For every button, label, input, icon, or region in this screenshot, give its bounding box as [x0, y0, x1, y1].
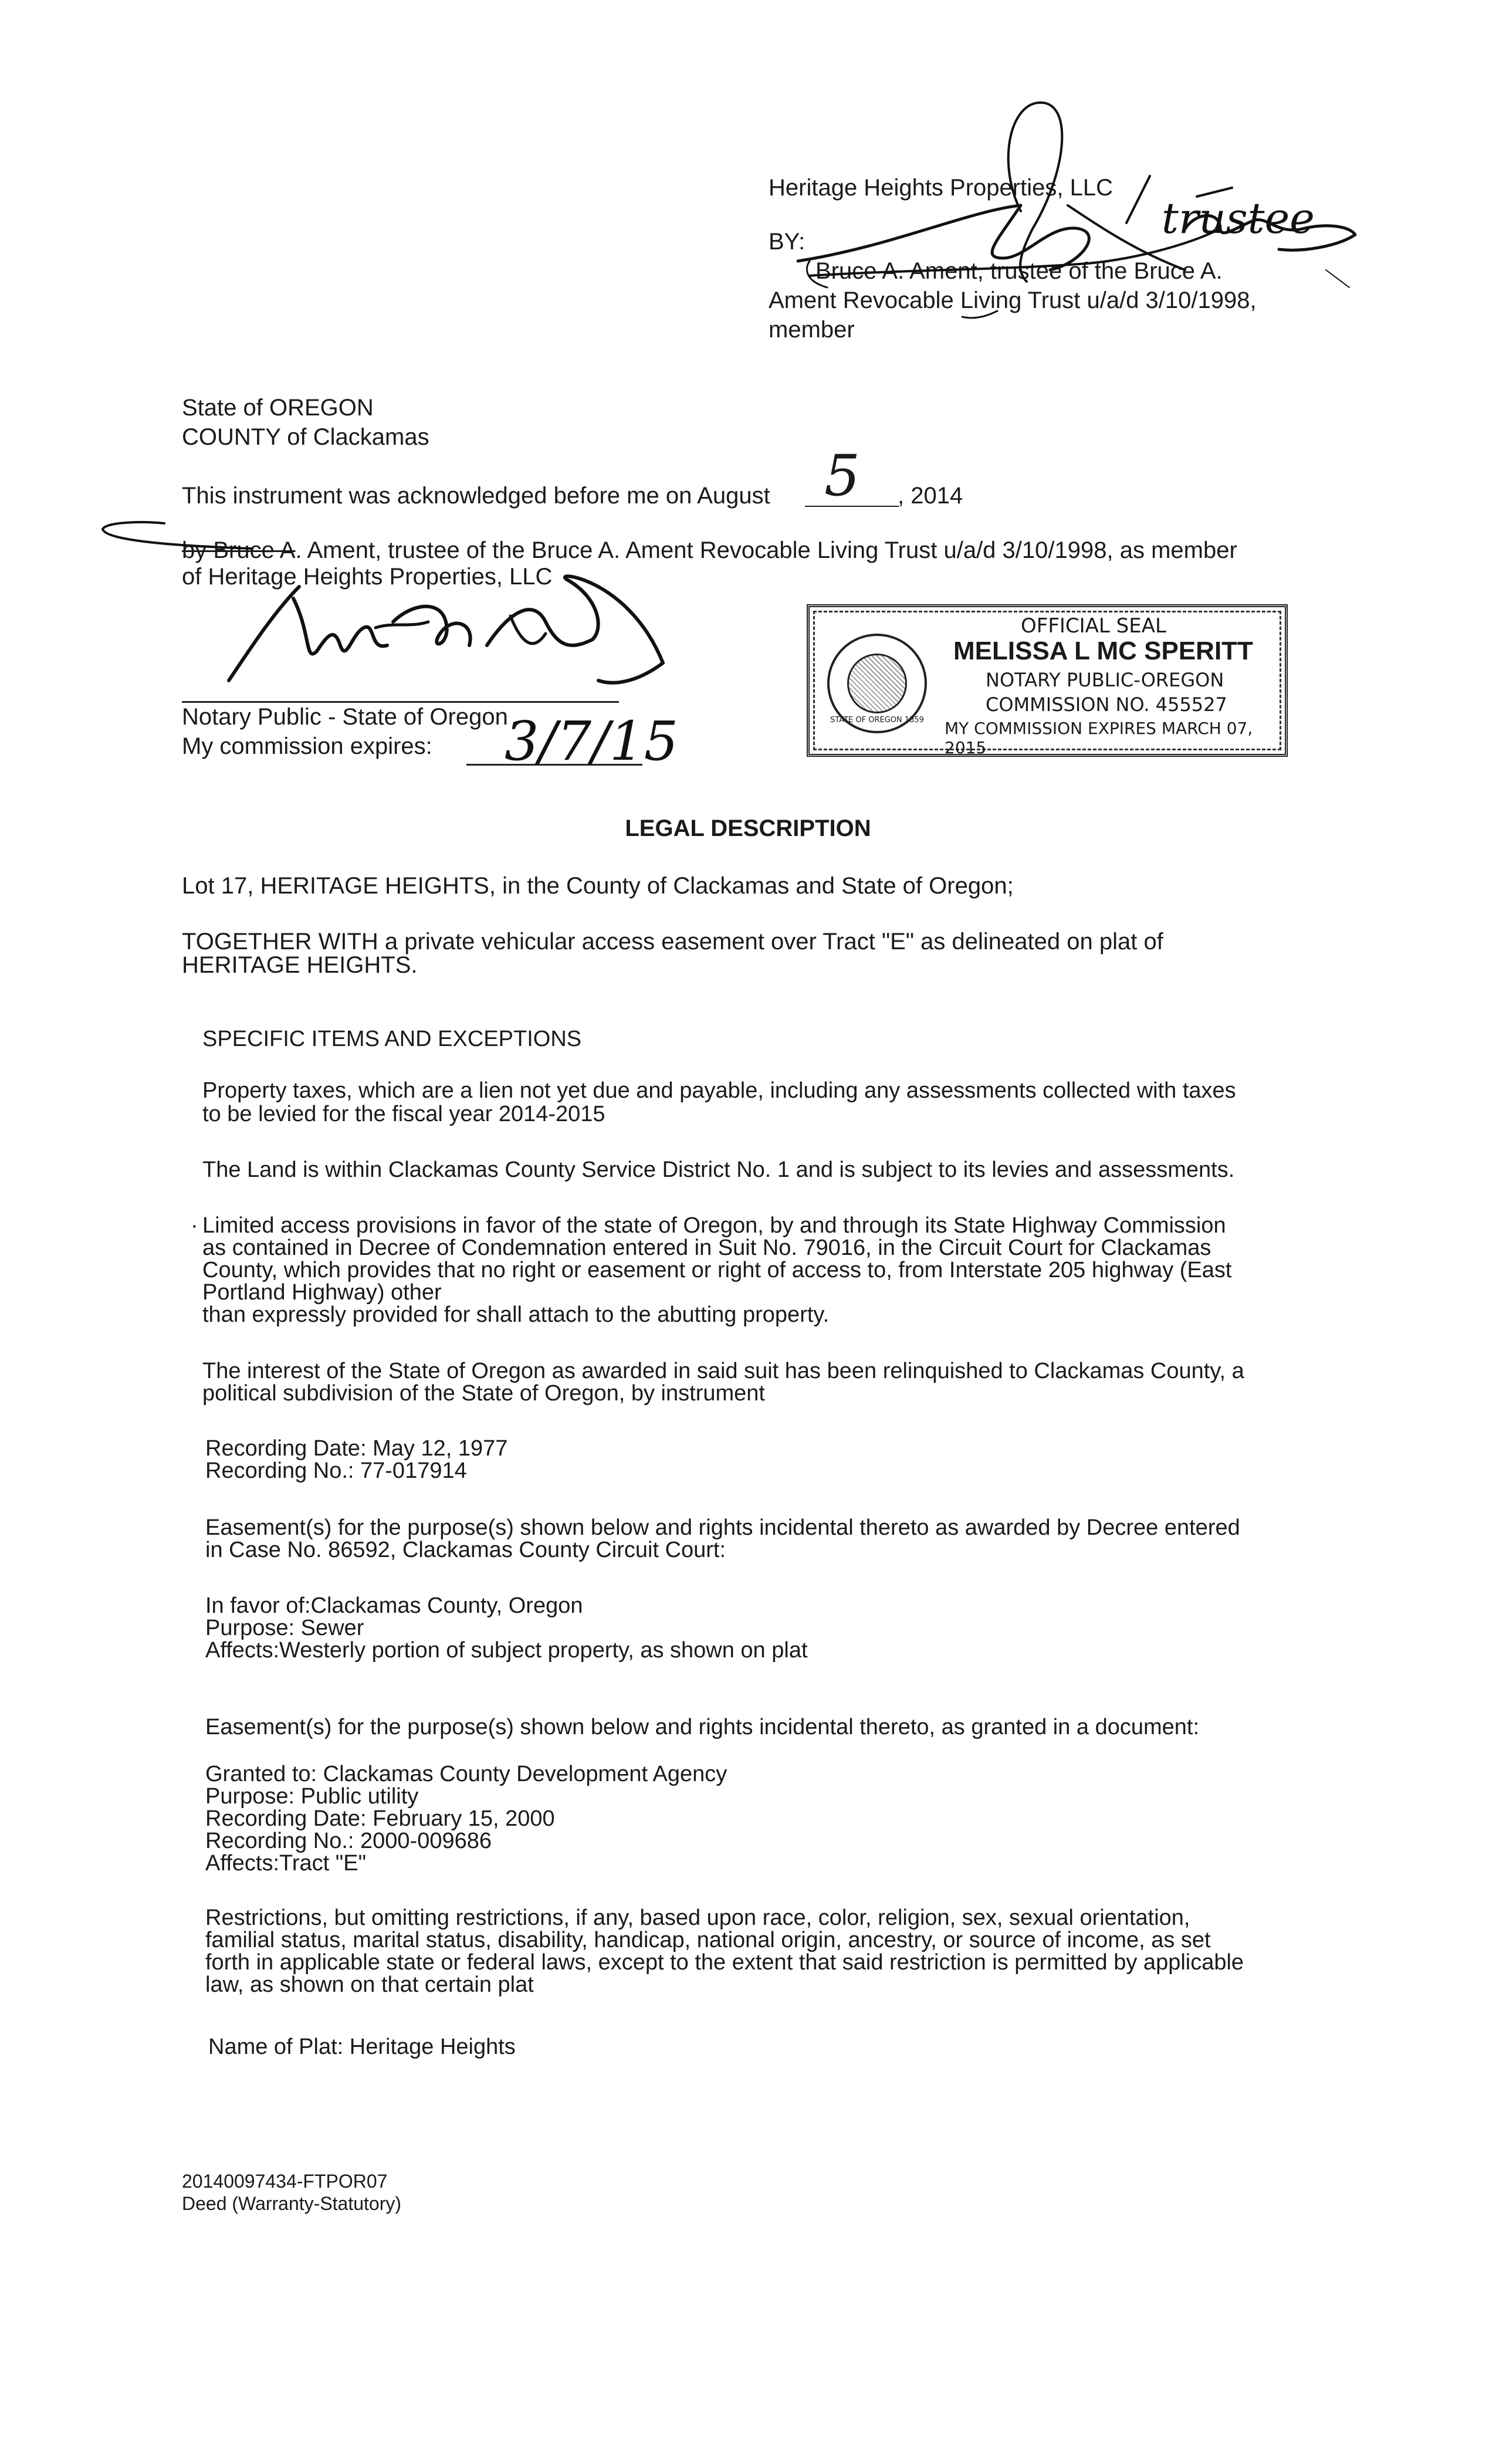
easement1-purpose: Purpose: Sewer [205, 1616, 364, 1640]
ack-line2 [182, 539, 1237, 562]
signer-line-1: Bruce A. Ament, trustee of the Bruce A. [815, 258, 1223, 284]
access-line-5: than expressly provided for shall attach to the abutting property. [202, 1302, 830, 1327]
access-line-2: as contained in Decree of Condemnation entered in Suit No. 79016, in the Circuit Court for Clackamas [202, 1236, 1211, 1260]
ack-line2-rest: . Ament, trustee of the Bruce A. Ament Revocable Living Trust u/a/d 3/10/1998, as member [295, 537, 1237, 563]
ack-year: , 2014 [898, 483, 963, 509]
signer-line-2: Ament Revocable Living Trust u/a/d 3/10/1998, [769, 287, 1257, 313]
district-text: The Land is within Clackamas County Service District No. 1 and is subject to its levies and assessments. [202, 1157, 1235, 1182]
access-line-1: Limited access provisions in favor of the state of Oregon, by and through its State Highway Commission [202, 1213, 1226, 1238]
handwritten-trustee: trustee [1162, 194, 1315, 243]
ack-county: COUNTY of Clackamas [182, 424, 429, 450]
access-bullet: · [191, 1213, 198, 1238]
signer-line-3: member [769, 317, 855, 343]
ack-intro: This instrument was acknowledged before me on August [182, 483, 770, 509]
restrictions-line-3: forth in applicable state or federal laws, except to the extent that said restriction is permitted by applicable [205, 1950, 1244, 1975]
handwritten-commission-date: 3/7/15 [505, 710, 679, 773]
ack-line3: of Heritage Heights Properties, LLC [182, 564, 553, 590]
taxes-line-1: Property taxes, which are a lien not yet due and payable, including any assessments collected with taxes [202, 1078, 1236, 1103]
seal-line-2: COMMISSION NO. 455527 [986, 693, 1227, 716]
recording-date: Recording Date: May 12, 1977 [205, 1436, 508, 1461]
legal-heading: LEGAL DESCRIPTION [625, 815, 871, 841]
access-line-4: Portland Highway) other [202, 1280, 442, 1305]
together-line-1: TOGETHER WITH a private vehicular access easement over Tract "E" as delineated on plat of [182, 929, 1163, 955]
together-line-2: HERITAGE HEIGHTS. [182, 952, 418, 978]
recording-no: Recording No.: 77-017914 [205, 1458, 467, 1483]
footer-doc-type: Deed (Warranty-Statutory) [182, 2193, 402, 2214]
seal-notary-name: MELISSA L MC SPERITT [953, 637, 1253, 665]
commission-label: My commission expires: [182, 733, 432, 759]
interest-line-2: political subdivision of the State of Oregon, by instrument [202, 1381, 765, 1406]
handwritten-day: 5 [824, 443, 861, 509]
emblem-text: STATE OF OREGON 1859 [830, 716, 924, 725]
easement2-granted: Granted to: Clackamas County Development Agency [205, 1762, 727, 1786]
taxes-line-2: to be levied for the fiscal year 2014-2015 [202, 1102, 605, 1126]
restrictions-line-1: Restrictions, but omitting restrictions, if any, based upon race, color, religion, sex, sexual orientation, [205, 1905, 1190, 1930]
struck-text: by Bruce A [182, 537, 296, 563]
easement1-favor: In favor of:Clackamas County, Oregon [205, 1593, 583, 1618]
notary-signature-line [182, 701, 619, 703]
access-line-3: County, which provides that no right or easement or right of access to, from Interstate 205 highway (East [202, 1258, 1232, 1282]
easement1-line-1: Easement(s) for the purpose(s) shown below and rights incidental thereto as awarded by Decree entered [205, 1515, 1240, 1540]
notary-seal [807, 604, 1288, 757]
easement2-intro: Easement(s) for the purpose(s) shown below and rights incidental thereto, as granted in a document: [205, 1715, 1200, 1739]
easement2-no: Recording No.: 2000-009686 [205, 1829, 492, 1853]
seal-title: OFFICIAL SEAL [1021, 614, 1166, 638]
company-name: Heritage Heights Properties, LLC [769, 175, 1113, 201]
interest-line-1: The interest of the State of Oregon as awarded in said suit has been relinquished to Clackamas County, a [202, 1359, 1244, 1383]
restrictions-line-4: law, as shown on that certain plat [205, 1972, 534, 1997]
easement2-purpose: Purpose: Public utility [205, 1784, 419, 1809]
seal-line-3: MY COMMISSION EXPIRES MARCH 07, 2015 [945, 719, 1253, 757]
ack-state: State of OREGON [182, 395, 374, 421]
footer-doc-id: 20140097434-FTPOR07 [182, 2171, 388, 2192]
oregon-emblem-icon [827, 634, 927, 733]
correction-stroke [94, 516, 270, 563]
notary-label: Notary Public - State of Oregon [182, 704, 508, 730]
by-label: BY: [769, 229, 805, 255]
exceptions-heading: SPECIFIC ITEMS AND EXCEPTIONS [202, 1027, 582, 1051]
easement1-affects: Affects:Westerly portion of subject property, as shown on plat [205, 1638, 808, 1663]
easement1-line-2: in Case No. 86592, Clackamas County Circuit Court: [205, 1538, 726, 1562]
seal-line-1: NOTARY PUBLIC-OREGON [986, 669, 1224, 691]
easement2-date: Recording Date: February 15, 2000 [205, 1806, 555, 1831]
plat-name: Name of Plat: Heritage Heights [208, 2035, 516, 2059]
restrictions-line-2: familial status, marital status, disability, handicap, national origin, ancestry, or source of income, as set [205, 1928, 1211, 1952]
easement2-affects: Affects:Tract "E" [205, 1851, 367, 1876]
lot-description: Lot 17, HERITAGE HEIGHTS, in the County of Clackamas and State of Oregon; [182, 873, 1014, 899]
